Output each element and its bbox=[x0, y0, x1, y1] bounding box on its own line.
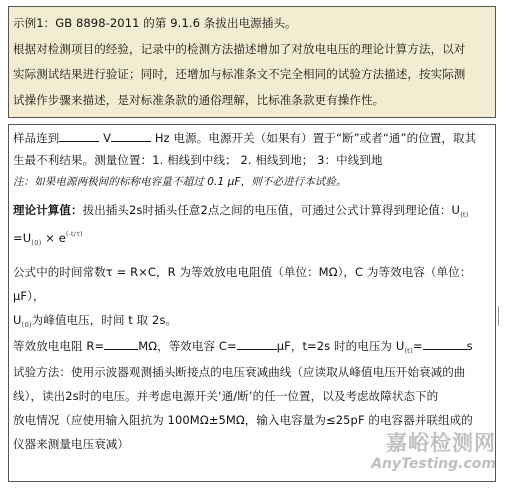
equiv-voltage-label: μF，t=2s 时的电压为 U bbox=[276, 339, 405, 353]
formula-u-subscript: (0) bbox=[31, 239, 42, 247]
peak-line bbox=[13, 309, 487, 333]
method-line: 试验方法：使用示波器观测插头断接点的电压衰减曲线（应读取从峰值电压开始衰减的曲 bbox=[13, 365, 466, 379]
example-paragraph-line: 根据对检测项目的经验，记录中的检测方法描述增加了对放电电压的理论计算方法，以对 bbox=[13, 41, 466, 56]
tau-unit-line: μF）， bbox=[13, 289, 45, 303]
example-paragraph-line: 试操作步骤来描述，是对标准条款的通俗理解，比标准条款更有操作性。 bbox=[13, 92, 385, 107]
theory-line bbox=[13, 199, 487, 223]
formula-times-e: × e bbox=[45, 231, 66, 245]
watermark-cn: 嘉峪检测网 bbox=[386, 431, 496, 455]
measurement-positions: 生最不利结果。测量位置：1. 相线到中线； 2. 相线到地； 3：中线到地 bbox=[13, 153, 383, 167]
equiv-equals: = bbox=[412, 339, 423, 353]
capacitance-note: 注：如果电源两极间的标称电容量不超过 0.1 μF，则不必进行本试验。 bbox=[13, 176, 347, 188]
formula-u: =U bbox=[13, 231, 32, 245]
theory-text: 拔出插头2s时插头任意2点之间的电压值，可通过公式计算得到理论值：U bbox=[82, 203, 461, 217]
example-paragraph-line: 实际测试结果进行验证；同时，还增加与标准条文不完全相同的试验方法描述，按实际测 bbox=[13, 67, 466, 81]
theory-u-subscript: (t) bbox=[460, 211, 469, 219]
watermark-en: AnyTesting.com bbox=[371, 456, 496, 472]
equivalent-values-line bbox=[13, 335, 487, 359]
formula-line bbox=[13, 227, 487, 251]
method-line: 放电情况（应使用输入阻抗为 100MΩ±5MΩ，输入电容量为≤25pF 的电容器并联组成的 bbox=[13, 413, 473, 427]
record-box bbox=[8, 124, 496, 482]
method-line: 仪器来测量电压衰减） bbox=[13, 437, 129, 451]
peak-u: U bbox=[13, 313, 22, 327]
example-box bbox=[8, 6, 496, 118]
frequency-blank bbox=[111, 130, 151, 142]
capacitance-blank bbox=[237, 338, 277, 350]
theory-label: 理论计算值： bbox=[13, 203, 83, 217]
method-line: 线），读出2s时的电压。并考虑电源开关‘通/断’的任一位置，以及考虑故障状态下的 bbox=[13, 389, 439, 403]
equiv-u-subscript: (t) bbox=[404, 347, 413, 355]
volt-unit: V bbox=[103, 131, 112, 145]
peak-u-subscript: (0) bbox=[21, 321, 32, 329]
voltage-result-blank bbox=[423, 338, 467, 350]
margin-marker bbox=[498, 306, 499, 326]
sample-connection-line bbox=[13, 127, 487, 149]
peak-text: 为峰值电压，时间 t 取 2s。 bbox=[31, 313, 178, 327]
equiv-end: s bbox=[466, 339, 473, 353]
resistance-blank bbox=[104, 338, 138, 350]
tau-line: 公式中的时间常数τ = R×C，R 为等效放电电阻值（单位：MΩ），C 为等效电容（单位： bbox=[13, 265, 472, 279]
frequency-text: Hz 电源。电源开关（如果有）置于“断”或者“通”的位置，取其 bbox=[154, 131, 477, 145]
equiv-resistance-label: 等效放电电阻 R= bbox=[13, 339, 105, 353]
voltage-blank bbox=[59, 130, 99, 142]
sample-connection-text: 样品连到 bbox=[13, 131, 60, 145]
formula-exponent: (-t/τ) bbox=[65, 230, 83, 238]
example-title: 示例1：GB 8898-2011 的第 9.1.6 条拔出电源插头。 bbox=[13, 16, 297, 30]
equiv-capacitance-label: MΩ，等效电容 C= bbox=[138, 339, 237, 353]
